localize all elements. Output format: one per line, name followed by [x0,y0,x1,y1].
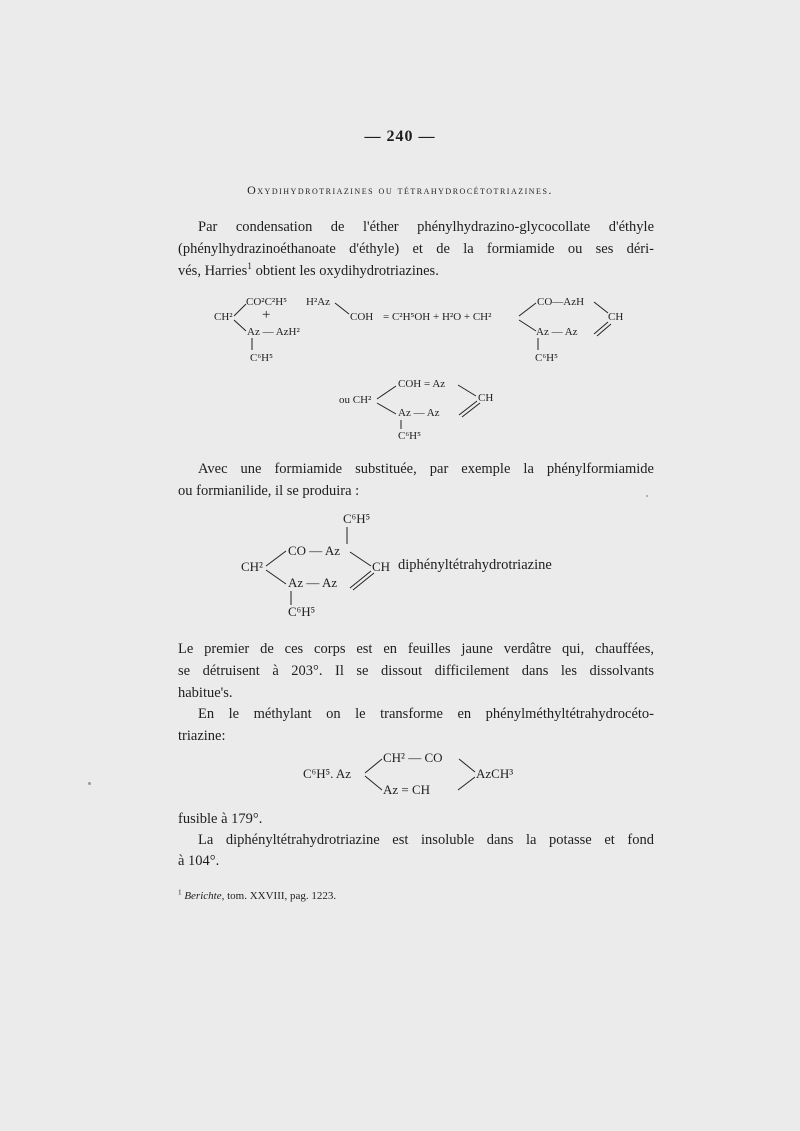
s3-ch: CH [372,559,391,574]
footnote [178,890,336,902]
para4-line1: En le méthylant on le transforme en phénylméthyltétrahydrocéto- [198,706,654,722]
r1-h2az: H²Az [306,296,331,308]
para3-line1: Le premier de ces corps est en feuilles jaune verdâtre qui, chauffées, [178,641,654,657]
r1-coh: COH [350,311,374,323]
s3-c6h5-top: C⁶H⁵ [343,511,371,526]
r1-ch-right: CH [608,311,624,323]
r1-az-azh2: Az — AzH² [247,326,300,338]
para6-line2: à 104°. [178,853,220,869]
section-heading: Oxydihydrotriazines ou tétrahydrocétotriazines. [247,183,553,197]
paper-speck [88,782,91,785]
para4-line2: triazine: [178,728,226,744]
para3-line2: se détruisent à 203°. Il se dissout difficilement dans les dissolvants [178,663,654,679]
s4-c6h5-az: C⁶H⁵. Az [303,766,352,781]
para6-line1: La diphényltétrahydrotriazine est insoluble dans la potasse et fond [198,832,654,848]
r2-c6h5: C⁶H⁵ [398,430,421,442]
para1-line1: Par condensation de l'éther phénylhydrazino-glycocollate d'éthyle [198,219,654,235]
footnote-ref: 1 [247,262,252,273]
para2-line2: ou formianilide, il se produira : [178,483,360,499]
s3-az-az: Az — Az [288,575,338,590]
s3-name: diphényltétrahydrotriazine [398,557,552,573]
footnote-mark: 1 [178,888,182,897]
r2-ou-ch2: ou CH² [339,394,372,406]
s4-az-ch: Az = CH [383,782,431,797]
r1-plus: + [262,307,271,323]
r2-ch: CH [478,392,494,404]
r1-co2c2h5: CO²C²H⁵ [246,296,287,308]
s3-c6h5-bottom: C⁶H⁵ [288,604,316,619]
r1-products: = C²H⁵OH + H²O + CH² [383,311,492,323]
s3-ch2: CH² [241,559,263,574]
r1-co-azh: CO—AzH [537,296,585,308]
r1-az-az: Az — Az [536,326,578,338]
r1-ch2: CH² [214,311,233,323]
s4-ch2-co: CH² — CO [383,750,443,765]
r2-coh-az: COH = Az [398,378,446,390]
para3-line3: habitue's. [178,685,233,701]
para1-line3: vés, Harries$^1$ obtient les oxydihydrotriazines. [178,262,439,279]
footnote-rest: tom. XXVIII, pag. 1223. [224,890,337,902]
para5-line1: fusible à 179°. [178,811,263,827]
footnote-source: Berichte, [184,890,225,902]
paper-speck [646,495,648,497]
s4-azch3: AzCH³ [476,766,514,781]
s3-co-az: CO — Az [288,543,340,558]
r1-c6h5-right: C⁶H⁵ [535,352,558,364]
r2-az-az: Az — Az [398,407,440,419]
page-number: — 240 — [364,128,436,145]
r1-c6h5-left: C⁶H⁵ [250,352,273,364]
para1-line2: (phénylhydrazinoéthanoate d'éthyle) et de la formiamide ou ses déri- [178,241,654,257]
para2-line1: Avec une formiamide substituée, par exemple la phénylformiamide [198,461,654,477]
